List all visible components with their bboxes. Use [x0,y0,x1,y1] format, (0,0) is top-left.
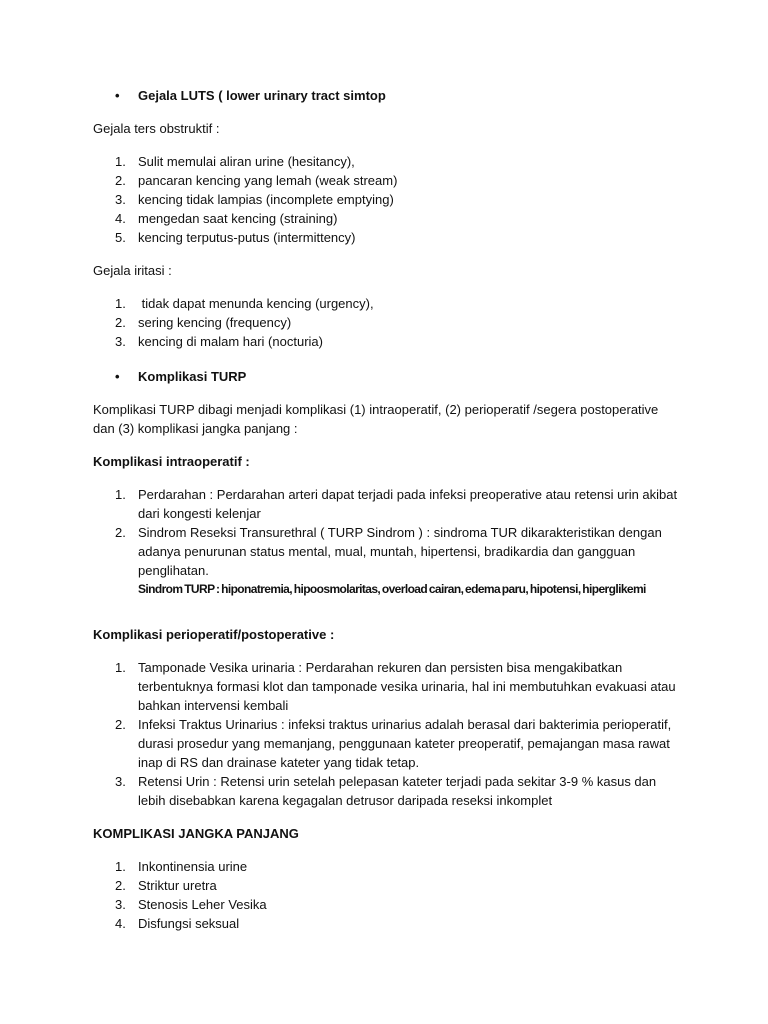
list-item: 1. tidak dapat menunda kencing (urgency), [115,296,374,311]
postoperative-list [93,658,683,810]
turp-bullet: • Komplikasi TURP [93,367,683,386]
jangka-panjang-list [93,857,683,933]
intraoperatif-list [93,485,683,580]
list-item: 2. Sindrom Reseksi Transurethral ( TURP Sindrom ) : sindroma TUR dikarakteristikan dengan adanya penurunan status mental, mual, muntah, hipertensi, bradikardia dan gangguan penglihatan. [115,525,662,578]
list-item: 3. kencing di malam hari (nocturia) [115,334,323,349]
list-item: 1. Inkontinensia urine [115,859,248,874]
list-item: 3. Retensi Urin : Retensi urin setelah pelepasan kateter terjadi pada sekitar 3-9 % kasus dan lebih disebabkan karena kegagalan detrusor daripada reseksi inkomplet [115,774,657,808]
jangka-panjang-heading: KOMPLIKASI JANGKA PANJANG [93,826,299,841]
list-item: 4. mengedan saat kencing (straining) [115,211,338,226]
document-page [93,86,683,933]
list-item: 4. Disfungsi seksual [115,916,240,931]
list-item: 2. Striktur uretra [115,878,217,893]
iritasi-heading: Gejala iritasi : [93,263,172,278]
iritasi-list [93,294,683,351]
obstruktif-list [93,152,683,247]
list-item: 1. Perdarahan : Perdarahan arteri dapat terjadi pada infeksi preoperative atau retensi urin akibat dari kongesti kelenjar [115,487,678,521]
intraoperatif-heading: Komplikasi intraoperatif : [93,454,250,469]
list-item: 2. pancaran kencing yang lemah (weak stream) [115,173,398,188]
obstruktif-heading: Gejala ters obstruktif : [93,121,220,136]
list-item: 3. kencing tidak lampias (incomplete emptying) [115,192,394,207]
luts-bullet: • Gejala LUTS ( lower urinary tract simtop [93,86,683,105]
sindrom-turp-note: Sindrom TURP : hiponatremia, hipoosmolaritas, overload cairan, edema paru, hipotensi, hiperglikemi [138,582,646,596]
turp-intro: Komplikasi TURP dibagi menjadi komplikasi (1) intraoperatif, (2) perioperatif /segera postoperative dan (3) komplikasi jangka panjang : [93,402,659,436]
list-item: 2. sering kencing (frequency) [115,315,292,330]
list-item: 2. Infeksi Traktus Urinarius : infeksi traktus urinarius adalah berasal dari bakterimia perioperatif, durasi prosedur yang memanjang, penggunaan kateter preoperatif, pemajangan masa rawat inap di RS dan drainase kateter yang tidak tetap. [115,717,672,770]
postoperative-heading: Komplikasi perioperatif/postoperative : [93,627,335,642]
list-item: 1. Sulit memulai aliran urine (hesitancy), [115,154,355,169]
list-item: 1. Tamponade Vesika urinaria : Perdarahan rekuren dan persisten bisa mengakibatkan terbentuknya formasi klot dan tamponade vesika urinaria, hal ini membutuhkan evakuasi atau bahkan intervensi kembali [115,660,676,713]
list-item: 3. Stenosis Leher Vesika [115,897,267,912]
list-item: 5. kencing terputus-putus (intermittency) [115,230,356,245]
